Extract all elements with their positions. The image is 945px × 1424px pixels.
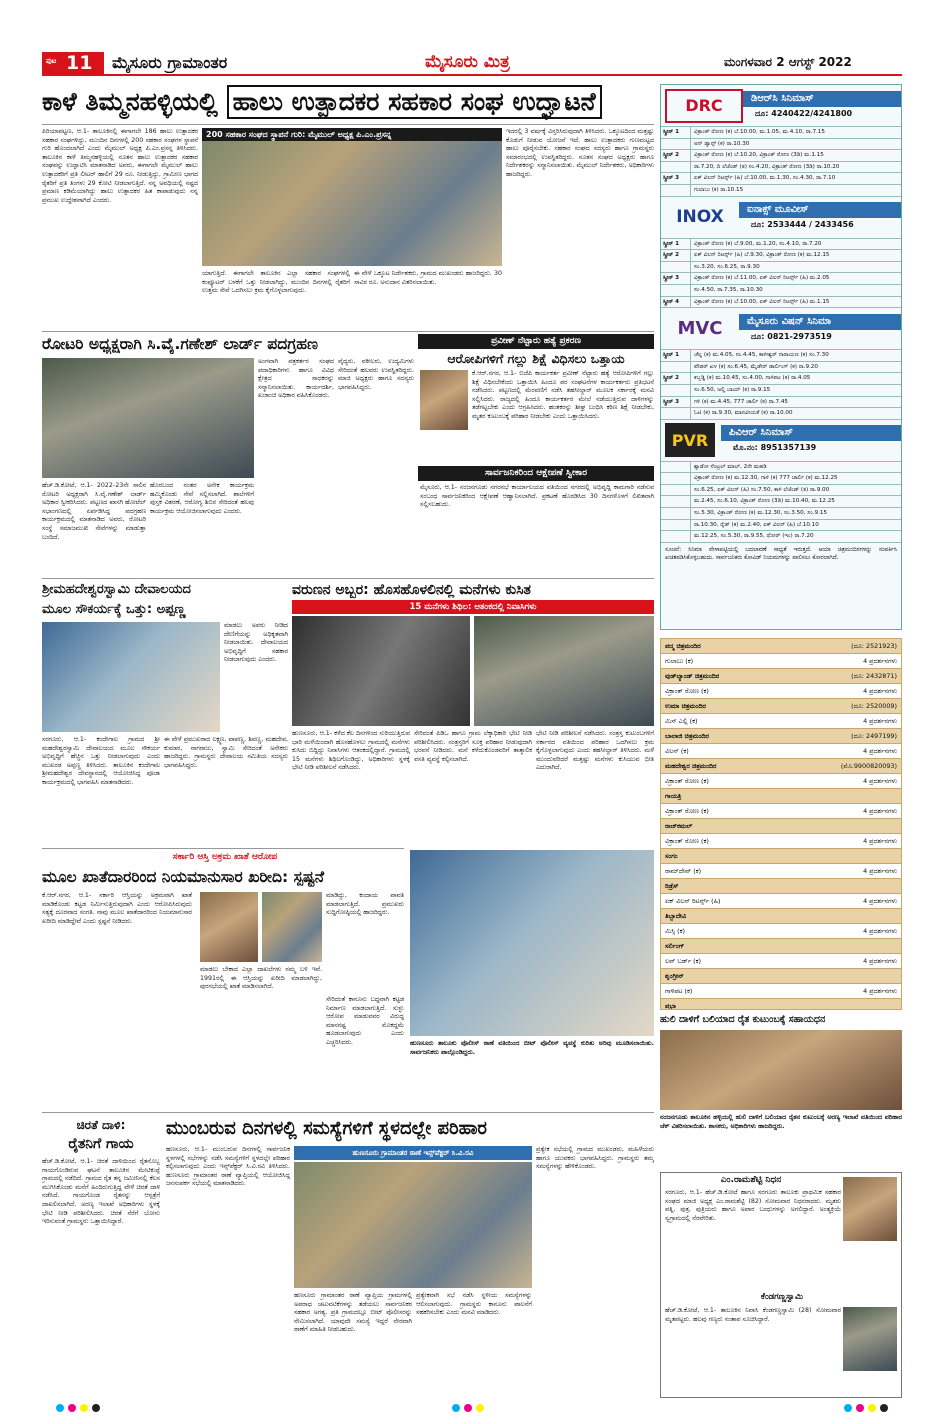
obit-portrait [843,1177,897,1241]
notice-kicker: ಸಾರ್ವಜನಿಕರಿಂದ ಆಕ್ಷೇಪಣೆ ಸ್ವೀಕಾರ [418,466,654,481]
land-photo-1 [200,892,258,962]
theatre-name: ರಿಡ್ರೆಸ್ [665,882,679,890]
temple-side-text: ಮಾಡಲು ಅವರು ನೀಡಿದ ದೇಣಿಗೆಯನ್ನು ಅಧಿಕೃತವಾಗಿ ನೀಡಲಾಯಿತು. ದೇವಾಲಯದ ಅಭಿವೃದ್ಧಿಗೆ ಸಹಕಾರ ನೀಡಲಾಗುವುದು ಎಂದರು. [224,622,288,664]
masthead [42,50,902,76]
inox-schedule-row [661,239,901,251]
tiger-photo [660,1030,902,1110]
show-count: 4 ಪ್ರದರ್ಶನಗಳು [863,957,897,965]
registration-dot [80,1404,88,1412]
showtimes: ಚೆಲ್ಲ (ಕ) ಮ.4.05, ಸಂ.4.45, ಕಾಳೀಶ್ವರ್ ನಾರಾಯಣ (ಕ) ಸಂ.7.30 [694,352,829,359]
pvr-schedule-row [661,531,901,543]
theatre-movie-row [661,774,901,789]
showtimes: ವಿಕ್ರಾಂತ್ ರೋಣ (ಕ) ಮ.12.30, ಗಾಳಿ (ಕ) 777 ಚಾರ್ಲಿ (ಕ) ಮ.12.25 [694,475,838,482]
temple-col-1: ಸರಗೂರು, ಆ.1- ಕಂದೇಗಾಲ ಗ್ರಾಮದ ಶ್ರೀ ಮಹದೇಶ್ವರಸ್ವಾಮಿ ದೇವಾಲಯದ ಮೂಲ ಸೌಕರ್ಯ ಅಭಿವೃದ್ಧಿಗೆ ಹೆಚ್ಚಿನ ಒತ್ತು ನೀಡಲಾಗುವುದು ಎಂದು ಮುಖಂಡ ಅಪ್ಪಣ್ಣ ತಿಳಿಸಿದರು. ತಾಲೂಕಿನ ಕಂದೇಗಾಲ ಶ್ರೀಮಹದೇಶ್ವರ ದೇವಸ್ಥಾನದಲ್ಲಿ ಆಯೋಜಿಸಿದ್ದ ಪೂಜಾ ಕಾರ್ಯಕ್ರಮದಲ್ಲಿ ಭಾಗವಹಿಸಿ ಮಾತನಾಡಿದರು. [42,736,160,786]
inox-schedule-row [661,285,901,297]
show-count: 4 ಪ್ರದರ್ಶನಗಳು [863,807,897,815]
lead-headline-b: ಹಾಲು ಉತ್ಪಾದಕರ ಸಹಕಾರ ಸಂಘ ಉದ್ಘಾಟನೆ [227,85,602,119]
lead-photo-image [202,141,502,266]
theatre-name-row [661,849,901,864]
theatre-phone [831,849,901,863]
drc-phone: ದೂ: 4240422/4241800 [755,108,853,118]
issue-date: ಮಂಗಳವಾರ 2 ಆಗಸ್ಟ್ 2022 [724,55,852,69]
obit-portrait-2 [843,1307,897,1371]
pvr-schedule-row [661,508,901,520]
paper-name: ಮೈಸೂರು ಮಿತ್ರ [425,52,510,72]
mvc-schedule-row [661,397,901,409]
show-count: 4 ಪ್ರದರ್ಶನಗಳು [863,867,897,875]
registration-dot [868,1404,876,1412]
screen-label: ಸ್ಕ್ರೀನ್ 1 [661,127,691,138]
screen-label [661,508,691,519]
pvr-logo: PVR [665,423,715,457]
lead-headline-a: ಕಾಳೆ ತಿಮ್ಮನಹಳ್ಳಿಯಲ್ಲಿ [42,87,218,116]
land-headline: ಮೂಲ ಖಾತೆದಾರರಿಂದ ನಿಯಮಾನುಸಾರ ಖರೀದಿ: ಸ್ಪಷ್ಟನೆ [42,868,324,886]
pvr-schedule [661,462,901,543]
rotary-headline: ರೋಟರಿ ಅಧ್ಯಕ್ಷರಾಗಿ ಸಿ.ವೈ.ಗಣೇಶ್ ಲಾರ್ಡ್ ಪದಗ್ರಹಣ [42,335,318,353]
rain-col-1: ಹುಣಸೂರು, ಆ.1- ಕಳೆದ ಕೆಲ ದಿನಗಳಿಂದ ಸುರಿಯುತ್ತಿರುವ ಭಾರಿ ಮಳೆಯಿಂದಾಗಿ ಹೊಸಹೊಳಲು ಗ್ರಾಮದಲ್ಲಿ ಮನೆಗಳು ಕುಸಿದು ಬಿದ್ದಿದ್ದು ನಿವಾಸಿಗಳು ಆತಂಕದಲ್ಲಿದ್ದಾರೆ. ಗ್ರಾಮದಲ್ಲಿ 15 ಮನೆಗಳು ಶಿಥಿಲಗೊಂಡಿದ್ದು, ಅಧಿಕಾರಿಗಳು ಸ್ಥಳಕ್ಕೆ ಭೇಟಿ ನೀಡಿ ಪರಿಶೀಲನೆ ನಡೆಸಿದರು. [292,730,410,772]
rain-col-2: ಸೇರಿದಂತೆ ಪಿಡಿಒ ಹಾಗೂ ಗ್ರಾಮ ಲೆಕ್ಕಾಧಿಕಾರಿ ಭೇಟಿ ನೀಡಿ ಪರಿಶೀಲಿಸಿದರು. ಸಂತ್ರಸ್ತರಿಗೆ ಸೂಕ್ತ ಪರಿಹಾರ ನೀಡುವುದಾಗಿ ಭರವಸೆ ನೀಡಿದರು. ಮನೆ ಕಳೆದುಕೊಂಡವರಿಗೆ ತಾತ್ಕಾಲಿಕ ವಸತಿ ವ್ಯವಸ್ಥೆ ಕಲ್ಪಿಸಲಾಗಿದೆ. [414,730,532,763]
rain-photo-1 [292,616,470,726]
theatre-name: ಸಂಗಂ [665,852,678,860]
showtimes: ಸಂ.6.25, ಏಕ್ ವಿಲನ್ (ಹಿ) ಸಂ.7.50, ಕಾಳಿ ಲೆಜೆಂಡ್ (ತ) ರಾ.9.00 [694,486,830,493]
pvr-schedule-row [661,462,901,474]
theatre-movie-row [661,684,901,699]
theatre-movie-row [661,804,901,819]
movie-title: ಏಕ್ ವಿಲನ್ ರಿಟರ್ನ್ಸ್ (ಹಿ) [665,897,721,905]
temple-col-2: ಈ ವೇಳೆ ಪ್ರಮುಖರಾದ ಲಕ್ಷ್ಮಣ, ಪಾಪಣ್ಣ, ಶಿವಣ್ಣ, ಮಹದೇವ, ಕುಮಾರ, ನಾಗರಾಜು, ಸ್ವಾಮಿ ಸೇರಿದಂತೆ ಅನೇಕರು ಹಾಜರಿದ್ದರು. ಗ್ರಾಮಸ್ಥರು ದೇವಾಲಯ ಸಮಿತಿಯ ಸದಸ್ಯರು ಭಾಗವಹಿಸಿದ್ದರು. [164,736,288,769]
screen-label [661,185,691,196]
showtimes: ವಿಕ್ರಾಂತ್ ರೋಣ (ಕ) ಬೆ.10.20, ವಿಕ್ರಾಂತ್ ರೋಣ (3ಡಿ) ಮ.1.15 [694,152,824,159]
problems-col-4: ಪ್ರತ್ಯೇಕ ಸಭೆಯಲ್ಲಿ ಗ್ರಾಮದ ಮುಖಂಡರು, ಮಹಿಳೆಯರು ಹಾಗೂ ಯುವಕರು ಭಾಗವಹಿಸಿದ್ದರು. ಗ್ರಾಮಸ್ಥರು ತಮ್ಮ ಸಮಸ್ಯೆಗಳನ್ನು ಹೇಳಿಕೊಂಡರು. [536,1146,654,1171]
showtimes: ವಿಕ್ರಾಂತ್ ರೋಣ (ಕ) ಬೆ.10.00, ಮ.1.05, ಮ.4.10, ರಾ.7.15 [694,129,825,135]
screen-label: ಸ್ಕ್ರೀನ್ 1 [661,239,691,250]
theatre-name-row [661,729,901,744]
problems-headline: ಮುಂಬರುವ ದಿನಗಳಲ್ಲಿ ಸಮಸ್ಯೆಗಳಿಗೆ ಸ್ಥಳದಲ್ಲೇ ಪರಿಹಾರ [166,1118,487,1139]
pvr-schedule-row [661,496,901,508]
cow-text: ಹೆಚ್.ಡಿ.ಕೋಟೆ, ಆ.1- ಚಿರತೆ ದಾಳಿಯಿಂದ ರೈತನೊಬ್ಬ ಗಾಯಗೊಂಡಿರುವ ಘಟನೆ ತಾಲೂಕಿನ ಮೇಟಿಕುಪ್ಪೆ ಗ್ರಾಮದಲ್ಲಿ ನಡೆದಿದೆ. ಗ್ರಾಮದ ರೈತ ತನ್ನ ಜಮೀನಿನಲ್ಲಿ ಕೆಲಸ ಮುಗಿಸಿಕೊಂಡು ಮನೆಗೆ ಹಿಂದಿರುಗುತ್ತಿದ್ದ ವೇಳೆ ಚಿರತೆ ದಾಳಿ ನಡೆಸಿದೆ. ಗಾಯಗೊಂಡ ರೈತನನ್ನು ಆಸ್ಪತ್ರೆಗೆ ದಾಖಲಿಸಲಾಗಿದೆ. ಅರಣ್ಯ ಇಲಾಖೆ ಅಧಿಕಾರಿಗಳು ಸ್ಥಳಕ್ಕೆ ಭೇಟಿ ನೀಡಿ ಪರಿಶೀಲಿಸಿದರು. ಚಿರತೆ ಸೆರೆಗೆ ಬೋನು ಇರಿಸುವಂತೆ ಗ್ರಾಮಸ್ಥರು ಒತ್ತಾಯಿಸಿದ್ದಾರೆ. [42,1158,160,1226]
showtimes: ಓಟಿ (ಕ) ರಾ.9.30, ಮಾನವೀಯತೆ (ಕ) ರಾ.10.00 [694,410,793,417]
screen-label [661,362,691,373]
show-count: 4 ಪ್ರದರ್ಶನಗಳು [863,687,897,695]
mvc-schedule-row [661,362,901,374]
show-count: 4 ಪ್ರದರ್ಶನಗಳು [863,987,897,995]
theatre-name: ರಾಜ್‌ಕಮಲ್ [665,822,693,830]
showtimes: ಗಳಿ (ಕ) ಮ.4.45, 777 ಚಾರ್ಲಿ (ಕ) ರಾ.7.45 [694,398,788,405]
pvr-header [661,420,901,462]
showtimes: ಏಕ್ ವಿಲನ್ ರಿಟರ್ನ್ಸ್ (ಹಿ) ಬೆ.9.30, ವಿಕ್ರಾಂತ್ ರೋಣ (ಕ) ಮ.12.15 [694,252,830,259]
theatre-name-row [661,909,901,924]
theatre-phone [831,879,901,893]
obit-name: ಎಂ.ರಾಮಶೆಟ್ಟಿ ನಿಧನ [720,1175,782,1185]
theatre-name: ವುಡ್‌ಲ್ಯಾಂಡ್ ಚಿತ್ರಮಂದಿರ [665,672,720,680]
obituary [660,1172,902,1398]
rain-subhead: 15 ಮನೆಗಳು ಶಿಥಿಲ: ಆತಂಕದಲ್ಲಿ ನಿವಾಸಿಗಳು [292,600,654,614]
pvr-name: ಪಿವಿಆರ್ ಸಿನಿಮಾಸ್ [721,425,901,441]
theatre-movie-row [661,924,901,939]
theatre-name-row [661,639,901,654]
movie-title: ರಾಮ್‌ದೇವ್ (ಕ) [665,867,702,875]
theatre-name: ಶೃಂಗ್ರೀನ್ [665,972,684,980]
tiger-headline: ಹುಲಿ ದಾಳಿಗೆ ಬಲಿಯಾದ ರೈತ ಕುಟುಂಬಕ್ಕೆ ಸಹಾಯಧನ [660,1014,826,1025]
mvc-schedule-row [661,350,901,362]
movie-title: ಮಿಸ್ಸಿ (ಕ) [665,927,686,935]
theatre-phone: (ದೂ: 2497199) [851,732,897,740]
theatre-name-row [661,969,901,984]
theatre-phone [831,999,901,1010]
obit-name-2: ಕೆಂಡಗಣ್ಣಸ್ವಾಮಿ [760,1292,804,1302]
screen-label [661,520,691,531]
registration-dot [56,1404,64,1412]
obit-text: ಸರಗೂರು, ಆ.1- ಹೆಚ್.ಡಿ.ಕೋಟೆ ಹಾಗೂ ಸರಗೂರು ತಾಲೂಕು ಪ್ರಾಥಮಿಕ ಸಹಕಾರ ಸಂಘದ ಮಾಜಿ ಅಧ್ಯಕ್ಷ ಎಂ.ರಾಮಶೆಟ್ಟಿ (82) ಸೋಮವಾರ ನಿಧನರಾದರು. ಮೃತರು ಪತ್ನಿ, ಪುತ್ರ, ಪುತ್ರಿಯರು ಹಾಗೂ ಅಪಾರ ಬಂಧುಗಳನ್ನು ಅಗಲಿದ್ದಾರೆ. ಅಂತ್ಯಕ್ರಿಯೆ ಸ್ವಗ್ರಾಮದಲ್ಲಿ ನೆರವೇರಿತು. [665,1189,841,1222]
theatre-name-row [661,789,901,804]
inox-schedule-row [661,250,901,262]
movie-title: ವಿಲನ್ (ಕ) [665,747,689,755]
screen-label: ಸ್ಕ್ರೀನ್ 4 [661,297,691,308]
showtimes: ಕಬ್ಬಡ್ಡಿ (ಕ) ಮ.10.45, ಸಂ.4.00, ಗಾಳಿಪಟ (ಕ) ರಾ.4.05 [694,375,811,382]
drc-schedule-row [661,162,901,174]
theatre-name: ತಿಬ್ಬಾದೇವಿ [665,912,687,920]
mvc-phone: ದೂ: 0821-2973519 [751,331,832,341]
inox-header [661,197,901,239]
theatre-name: ಮಹದೇಶ್ವರ ಚಿತ್ರಮಂದಿರ [665,762,717,770]
theatre-movie-row [661,864,901,879]
movie-title: ವಿಕ್ರಾಂತ್ ರೋಣ (ಕ) [665,777,709,785]
screen-label [661,139,691,150]
land-photo-2 [262,892,322,962]
show-count: 4 ಪ್ರದರ್ಶನಗಳು [863,717,897,725]
theatre-name: ಉಮಾ ಚಿತ್ರಮಂದಿರ [665,702,706,710]
mvc-schedule-row [661,373,901,385]
lead-col-3: ಈ ವೇಳೆ ಒಕ್ಕೂಟ ನಿರ್ದೇಶಕರು, ಗ್ರಾಮದ ಮುಖಂಡರು ಹಾಜರಿದ್ದರು. 30 ಸಾವಿರ ರೂ. ಅನುದಾನ ವಿತರಿಸಲಾಯಿತು. [354,270,502,286]
screen-label [661,462,691,473]
theatre-phone: (ದೂ: 2520009) [851,702,897,710]
theatre-movie-row [661,984,901,999]
theatre-movie-row [661,714,901,729]
registration-dot [68,1404,76,1412]
registration-dot [92,1404,100,1412]
movie-title: ವಿಕ್ರಾಂತ್ ರೋಣ (ಕ) [665,807,709,815]
inox-schedule-row [661,262,901,274]
inox-logo: INOX [676,207,724,228]
screen-label [661,496,691,507]
theatre-movie-row [661,834,901,849]
theatre-movie-row [661,894,901,909]
movie-title: ಗಾಳಿಪಟ (ಕ) [665,987,693,995]
police-caption: ಹುಣಸೂರು ತಾಲೂಕು ಪೊಲೀಸ್ ಠಾಣೆ ವತಿಯಿಂದ ಬೀಟ್ ಪೊಲೀಸ್ ವ್ಯವಸ್ಥೆ ಕುರಿತು ಅರಿವು ಮೂಡಿಸಲಾಯಿತು. ಸಾರ್ವಜನಿಕರು ಪಾಲ್ಗೊಂಡಿದ್ದರು. [410,1040,654,1056]
theatre-name-row [661,879,901,894]
pvr-phone: ಮೊ.ನಂ: 8951357139 [733,443,817,453]
rain-headline [292,580,654,600]
showtimes: ಸಂ.3.20, ಸಂ.6.25, ರಾ.9.30 [694,263,760,270]
screen-label: ಸ್ಕ್ರೀನ್ 1 [661,350,691,361]
land-kicker: ಸರ್ಕಾರಿ ಆಸ್ತಿ ಅಕ್ರಮ ಖಾತೆ ಆರೋಪ [172,852,278,862]
show-count: 4 ಪ್ರದರ್ಶನಗಳು [863,927,897,935]
theatre-name-row [661,759,901,774]
drc-name: ಡಿಆರ್‌ಸಿ ಸಿನಿಮಾಸ್ [743,91,901,107]
page-number: 11 [66,52,93,74]
theatre-phone [831,969,901,983]
rain-photo-2 [474,616,654,726]
rain-headline-b: ಹೊಸಹೊಳಲಿನಲ್ಲಿ ಮನೆಗಳು ಕುಸಿತ [373,582,531,598]
screen-label [661,162,691,173]
rain-headline-a: ವರುಣನ ಅಬ್ಬರ: [292,582,369,598]
pravin-portrait [420,370,468,430]
drc-schedule-row [661,139,901,151]
theatre-name: ಸರ್ಲಿಂಗ್ [665,942,685,950]
lead-col-2: ಯಾಗುತ್ತಿದೆ. ಈಗಾಗಲೇ ತಾಲೂಕಿನ ಎಲ್ಲಾ ಸಹಕಾರ ಸಂಘಗಳಲ್ಲಿ ಕಂಪ್ಯೂಟರ್ ಬಳಕೆಗೆ ಒತ್ತು ನೀಡಲಾಗಿದ್ದು, ಮುಂದಿನ ದಿನಗಳಲ್ಲಿ ರೈತರಿಗೆ ಉತ್ತಮ ಸೇವೆ ಒದಗಿಸಲು ಕ್ರಮ ಕೈಗೊಳ್ಳಲಾಗುವುದು. [202,270,350,295]
pvr-schedule-row [661,520,901,532]
drc-header [661,85,901,127]
tiger-caption: ನಂಜನಗೂಡು ತಾಲೂಕಿನ ಹಳ್ಳಿಯಲ್ಲಿ ಹುಲಿ ದಾಳಿಗೆ ಬಲಿಯಾದ ರೈತನ ಕುಟುಂಬಕ್ಕೆ ಅರಣ್ಯ ಇಲಾಖೆ ವತಿಯಿಂದ ಪರಿಹಾರ ಚೆಕ್ ವಿತರಿಸಲಾಯಿತು. ಶಾಸಕರು, ಅಧಿಕಾರಿಗಳು ಹಾಜರಿದ್ದರು. [660,1114,902,1130]
theatre-movie-row [661,954,901,969]
showtimes: ಮ.12.25, ಸಂ.5.30, ರಾ.9.55, ಥೋರ್ (ಇಂ) ರಾ.7.20 [694,533,814,540]
lead-headline [42,84,654,124]
police-photo [410,850,654,1036]
showtimes: ಶ್ಯಾಡೋ ಸೆಂಟ್ರಲ್ ಮಾಲ್, 2ನೇ ಮಹಡಿ [694,463,767,470]
show-count: 4 ಪ್ರದರ್ಶನಗಳು [863,897,897,905]
rain-col-3: ಭೇಟಿ ನೀಡಿ ಪರಿಶೀಲನೆ ನಡೆಸಿದರು. ಸಂತ್ರಸ್ತ ಕುಟುಂಬಗಳಿಗೆ ಸರ್ಕಾರದ ವತಿಯಿಂದ ಪರಿಹಾರ ಒದಗಿಸಲು ಕ್ರಮ ಕೈಗೊಳ್ಳಲಾಗುವುದು ಎಂದು ತಹಸೀಲ್ದಾರ್ ತಿಳಿಸಿದರು. ಮಳೆ ಮುಂದುವರಿದರೆ ಮತ್ತಷ್ಟು ಮನೆಗಳು ಕುಸಿಯುವ ಭೀತಿ ಎದುರಾಗಿದೆ. [536,730,654,772]
registration-dot [452,1404,460,1412]
showtimes: ವಿಕ್ರಾಂತ್ ರೋಣ (ಕ) ಬೆ.11.00, ಏಕ್ ವಿಲನ್ ರಿಟರ್ನ್ಸ್ (ಹಿ) ಮ.2.05 [694,275,830,282]
temple-headline-2: ಮೂಲ ಸೌಕರ್ಯಕ್ಕೆ ಒತ್ತು: ಅಪ್ಪಣ್ಣ [42,602,186,617]
cow-headline-2: ರೈತನಿಗೆ ಗಾಯ [68,1136,134,1152]
problems-col-2: ಹಣಸೂರು ಗ್ರಾಮಾಂತರ ಠಾಣೆ ವ್ಯಾಪ್ತಿಯ ಗ್ರಾಮಗಳಲ್ಲಿ ಅಪರಾಧ ಚಟುವಟಿಕೆಗಳನ್ನು ತಡೆಯಲು ಸಾರ್ವಜನಿಕರ ಸಹಕಾರ ಅಗತ್ಯ. ಪ್ರತಿ ಗ್ರಾಮದಲ್ಲೂ ಬೀಟ್ ಪೊಲೀಸರನ್ನು ನೇಮಿಸಲಾಗಿದೆ. ಯಾವುದೇ ಸಮಸ್ಯೆ ಇದ್ದರೆ ನೇರವಾಗಿ ಠಾಣೆಗೆ ಮಾಹಿತಿ ನೀಡಬಹುದು. [294,1292,412,1334]
drc-schedule-row [661,185,901,197]
theatre-name-row [661,819,901,834]
temple-headline-1: ಶ್ರೀಮಹದೇಶ್ವರಸ್ವಾಮಿ ದೇವಾಲಯದ [42,582,191,597]
showtimes: ಸಂ.5.30, ವಿಕ್ರಾಂತ್ ರೋಣ (ಕ) ಮ.12.30, ಸಂ.3.50, ಸಂ.9.15 [694,510,827,517]
screen-label [661,285,691,296]
pvr-schedule-row [661,485,901,497]
theatre-phone: (ದೂ: 2432871) [851,672,897,680]
showtimes: ವಿಕ್ರಾಂತ್ ರೋಣ (ಕ) ಬೆ.9.00, ಮ.1.20, ಸಂ.4.10, ರಾ.7.20 [694,240,822,247]
showtimes: ಏಕ್ ವಿಲನ್ ರಿಟರ್ನ್ಸ್ (ಹಿ) ಬೆ.10.00, ಮ.1.30, ಸಂ.4.30, ರಾ.7.10 [694,175,836,182]
theatre-name: ಪದ್ಮ ಚಿತ್ರಮಂದಿರ [665,642,701,650]
pravin-kicker: ಪ್ರವೀಣ್ ನೆಟ್ಟಾರು ಹತ್ಯೆ ಪ್ರಕರಣ [418,334,654,349]
rotary-photo [42,358,254,478]
theatre-movie-row [661,744,901,759]
show-count: 4 ಪ್ರದರ್ಶನಗಳು [863,837,897,845]
inox-name: ಐನಾಕ್ಸ್ ಮೂವೀಸ್ [739,202,901,218]
movie-title: ಮಿಸ್ ಎಲ್ಲಿ (ಕ) [665,717,698,725]
showtimes: ಮ.2.45, ಸಂ.6.10, ವಿಕ್ರಾಂತ್ ರೋಣ (3ಡಿ) ಮ.10.40, ಮ.12.25 [694,498,835,505]
registration-dot [476,1404,484,1412]
theatre-phone [831,939,901,953]
show-count: 4 ಪ್ರದರ್ಶನಗಳು [863,747,897,755]
lead-photo [202,128,502,266]
pvr-schedule-row [661,473,901,485]
mvc-schedule-row [661,408,901,420]
land-col-1: ಕೆ.ಆರ್.ನಗರ, ಆ.1- ಸರ್ಕಾರಿ ಆಸ್ತಿಯನ್ನು ಅಕ್ರಮವಾಗಿ ಖಾತೆ ಮಾಡಿಕೊಂಡು ಕಟ್ಟಡ ನಿರ್ಮಿಸುತ್ತಿರುವುದಾಗಿ ಎಂದು ಆರೋಪಿಸಿರುವುದು ಸತ್ಯಕ್ಕೆ ದೂರವಾದ ಸಂಗತಿ. ನಾವು ಮೂಲ ಖಾತೆದಾರರಿಂದ ನಿಯಮಾನುಸಾರ ಖರೀದಿ ಮಾಡಿದ್ದೇವೆ ಎಂದು ಸ್ಪಷ್ಟನೆ ನೀಡಿದರು. [42,892,192,925]
cinema-listings [660,84,902,630]
theatre-name-row [661,999,901,1010]
showtimes: ಪೌಡರ್ ಖಳ (ಕ) ಸಂ.6.45, ಮೈಡೇರ್ ಡಾರ್ಲಿಂಗ್ (ಕ) ರಾ.9.20 [694,363,818,370]
movie-title: ಗುಲಾಬು (ಕ) [665,657,694,665]
rotary-col-1: ಹೆಚ್.ಡಿ.ಕೋಟೆ, ಆ.1- 2022-23ನೇ ಸಾಲಿನ ರೋಟರಿ ಅಧ್ಯಕ್ಷರಾಗಿ ಸಿ.ವೈ.ಗಣೇಶ್ ಲಾರ್ಡ್ ಅಧಿಕಾರ ಸ್ವೀಕರಿಸಿದರು. ಪಟ್ಟಣದ ಖಾಸಗಿ ಹೋಟೆಲ್ ಸಭಾಂಗಣದಲ್ಲಿ ಏರ್ಪಡಿಸಿದ್ದ ಪದಗ್ರಹಣ ಕಾರ್ಯಕ್ರಮದಲ್ಲಿ ಮಾತನಾಡಿದ ಅವರು, ರೋಟರಿ ಸಂಸ್ಥೆ ಸಮಾಜಮುಖಿ ಸೇವೆಗಳನ್ನು ಮಾಡುತ್ತಾ ಬಂದಿದೆ. [42,482,146,541]
notice-text: ಮೈಸೂರು, ಆ.1- ನಂಜನಗೂಡು ನಗರಸಭೆ ಕಾರ್ಯಾಲಯದ ವತಿಯಿಂದ ನಗರದಲ್ಲಿ ಅಭಿವೃದ್ಧಿ ಕಾಮಗಾರಿ ನಡೆಸುವ ಸಂಬಂಧ ಸಾರ್ವಜನಿಕರಿಂದ ಆಕ್ಷೇಪಣೆ ಆಹ್ವಾನಿಸಲಾಗಿದೆ. ಪ್ರಕಟಣೆ ಹೊರಡಿಸಿದ 30 ದಿನಗಳೊಳಗೆ ಲಿಖಿತವಾಗಿ ಸಲ್ಲಿಸಬಹುದು. [420,484,654,509]
pravin-headline: ಆರೋಪಿಗಳಿಗೆ ಗಲ್ಲು ಶಿಕ್ಷೆ ವಿಧಿಸಲು ಒತ್ತಾಯ [447,351,625,366]
drc-schedule-row [661,150,901,162]
problems-col-1: ಹಣಸೂರು, ಆ.1- ಮುಂಬರುವ ದಿನಗಳಲ್ಲಿ ಸಾರ್ವಜನಿಕ ಸ್ಥಳಗಳಲ್ಲಿ ಸಭೆಗಳನ್ನು ನಡೆಸಿ ಸಮಸ್ಯೆಗಳಿಗೆ ಸ್ಥಳದಲ್ಲೇ ಪರಿಹಾರ ಕಲ್ಪಿಸಲಾಗುವುದು ಎಂದು ಇನ್ಸ್‌ಪೆಕ್ಟರ್ ಸಿ.ವಿ.ರವಿ ತಿಳಿಸಿದರು. ಹುಣಸೂರು ಗ್ರಾಮಾಂತರ ಠಾಣೆ ವ್ಯಾಪ್ತಿಯಲ್ಲಿ ಆಯೋಜಿಸಿದ್ದ ಜನಸಂಪರ್ಕ ಸಭೆಯಲ್ಲಿ ಮಾತನಾಡಿದರು. [166,1146,290,1188]
showtimes: ರಾ.10.30, ರೈಡ್ (ಕ) ಮ.2.40, ಏಕ್ ವಿಲನ್ (ಹಿ) ಬೆ.10.10 [694,521,819,528]
drc-schedule-row [661,173,901,185]
theatre-movie-row [661,654,901,669]
screen-label: ಸ್ಕ್ರೀನ್ 2 [661,373,691,384]
theatre-phone [831,819,901,833]
land-col-3: ಮಾಡಿದ್ದು, ಕಂದಾಯ ಪಾವತಿ ಮಾಡಲಾಗುತ್ತಿದೆ. ಪ್ರಮುಖರು ಸುದ್ದಿಗೋಷ್ಠಿಯಲ್ಲಿ ಹಾಜರಿದ್ದರು. [326,892,404,917]
pravin-text: ಕೆ.ಆರ್.ನಗರ, ಆ.1- ಬಿಜೆಪಿ ಕಾರ್ಯಕರ್ತ ಪ್ರವೀಣ್ ನೆಟ್ಟಾರು ಹತ್ಯೆ ಆರೋಪಿಗಳಿಗೆ ಗಲ್ಲು ಶಿಕ್ಷೆ ವಿಧಿಸಬೇಕೆಂದು ಒತ್ತಾಯಿಸಿ ಹಿಂದೂ ಪರ ಸಂಘಟನೆಗಳ ಕಾರ್ಯಕರ್ತರು ಪ್ರತಿಭಟನೆ ನಡೆಸಿದರು. ಪಟ್ಟಣದಲ್ಲಿ ಮೆರವಣಿಗೆ ನಡೆಸಿ ತಹಸೀಲ್ದಾರ್ ಮೂಲಕ ಸರ್ಕಾರಕ್ಕೆ ಮನವಿ ಸಲ್ಲಿಸಿದರು. ರಾಜ್ಯದಲ್ಲಿ ಹಿಂದೂ ಕಾರ್ಯಕರ್ತರ ಮೇಲೆ ನಡೆಯುತ್ತಿರುವ ದಾಳಿಗಳನ್ನು ತಡೆಗಟ್ಟಬೇಕು ಎಂದು ಆಗ್ರಹಿಸಿದರು. ಹಂತಕರನ್ನು ಶೀಘ್ರ ಬಂಧಿಸಿ ಕಠಿಣ ಶಿಕ್ಷೆ ನೀಡಬೇಕು, ಮೃತರ ಕುಟುಂಬಕ್ಕೆ ಪರಿಹಾರ ನೀಡಬೇಕು ಎಂದು ಒತ್ತಾಯಿಸಿದರು. [472,370,654,420]
show-count: 4 ಪ್ರದರ್ಶನಗಳು [863,657,897,665]
theatre-name: ಗಾಯತ್ರಿ [665,792,682,800]
showtimes: ವಿಕ್ರಾಂತ್ ರೋಣ (ಕ) ಬೆ.10.00, ಏಕ್ ವಿಲನ್ ರಿಟರ್ನ್ಸ್ (ಹಿ) ಮ.1.15 [694,298,830,305]
lead-col-4: ಇದರಲ್ಲಿ 3 ವರ್ಷಕ್ಕೆ ವಿಸ್ತರಿಸಿರುವುದಾಗಿ ತಿಳಿಸಿದರು. ಒಕ್ಕೂಟದಿಂದ ಮತ್ತಷ್ಟು ಕೊಡುಗೆ ನೀಡುವ ಯೋಜನೆ ಇದೆ. ಹಾಲು ಉತ್ಪಾದಕರು ಗುಣಮಟ್ಟದ ಹಾಲು ಪೂರೈಸಬೇಕು. ಸಹಕಾರ ಸಂಘದ ಸದಸ್ಯರು ಹಾಗೂ ಗ್ರಾಮಸ್ಥರು ಸಮಾರಂಭದಲ್ಲಿ ಉಪಸ್ಥಿತರಿದ್ದರು. ನೂತನ ಸಂಘದ ಅಧ್ಯಕ್ಷರು ಹಾಗೂ ನಿರ್ದೇಶಕರನ್ನು ಸನ್ಮಾನಿಸಲಾಯಿತು. ಮೈಮುಲ್ ನಿರ್ದೇಶಕರು, ಅಧಿಕಾರಿಗಳು ಹಾಜರಿದ್ದರು. [506,128,654,178]
inox-schedule [661,239,901,309]
theatre-name: ಬಾಲಾಜಿ ಚಿತ್ರಮಂದಿರ [665,732,709,740]
page-label: ಪುಟ [46,57,57,65]
cinema-note: ಸೂಚನೆ: ಸಿನಿಮಾ ವೇಳಾಪಟ್ಟಿಯಲ್ಲಿ ಬದಲಾವಣೆ ಸಾಧ್ಯತೆ ಇರುತ್ತದೆ. ಆಯಾ ಚಿತ್ರಮಂದಿರಗಳನ್ನು ಸಂಪರ್ಕಿಸಿ ಖಚಿತಪಡಿಸಿಕೊಳ್ಳಬಹುದು. ಸಾರ್ವಜನಿಕರು ಕೋವಿಡ್ ನಿಯಮಗಳನ್ನು ಪಾಲಿಸಲು ಕೋರಲಾಗಿದೆ. [665,546,897,561]
screen-label [661,485,691,496]
theatre-phone [831,909,901,923]
mvc-name: ಮೈಸೂರು ವಿಷನ್ ಸಿನಿಮಾ [739,314,901,330]
theatre-name-row [661,669,901,684]
screen-label [661,408,691,419]
showtimes: ಸಂ.4.50, ರಾ.7.35, ರಾ.10.30 [694,286,763,293]
showtimes: ಸಂ.6.50, ಜಲ್ಲಿ ಬಾಯ್ (ಕ) ರಾ.9.15 [694,386,771,393]
land-col-2: ಮಾಡಲು ಬೇಕಾದ ಎಲ್ಲಾ ದಾಖಲೆಗಳು ನಮ್ಮ ಬಳಿ ಇವೆ. 1991ರಲ್ಲಿ ಈ ಆಸ್ತಿಯನ್ನು ಖರೀದಿ ಮಾಡಲಾಗಿದ್ದು, ಪುರಸಭೆಯಲ್ಲಿ ಖಾತೆ ಮಾಡಿಸಲಾಗಿದೆ. [200,966,322,991]
theatre-name: ಪ್ರಭಾ [665,1002,676,1010]
screen-label [661,262,691,273]
screen-label: ಸ್ಕ್ರೀನ್ 2 [661,250,691,261]
screen-label [661,385,691,396]
rotary-col-4: ವೈದ್ಯರು, ವಕೀಲರು, ಉದ್ಯಮಿಗಳು ಸೇರಿದಂತೆ ಹಲವರು ಉಪಸ್ಥಿತರಿದ್ದರು. ಮಾಜಿ ಅಧ್ಯಕ್ಷರು ಹಾಗೂ ಸದಸ್ಯರು ಭಾಗವಹಿಸಿದ್ದರು. [338,358,414,391]
theatre-name-row [661,939,901,954]
lead-photo-caption: 200 ಸಹಕಾರ ಸಂಘದ ಸ್ಥಾಪನೆ ಗುರಿ: ಮೈಮುಲ್ ಅಧ್ಯಕ್ಷ ಪಿ.ಎಂ.ಪ್ರಸನ್ನ [202,128,502,141]
theatre-phone: (ದೂ: 2521923) [851,642,897,650]
registration-dot [844,1404,852,1412]
theatre-name-row [661,699,901,714]
movie-title: ವಿಕ್ರಾಂತ್ ರೋಣ (ಕ) [665,837,709,845]
rotary-col-2: ಹೊರಬಂದ ನಂತರ ಅನೇಕ ಕಾರ್ಯಕ್ರಮ ಹಮ್ಮಿಕೊಂಡು ಸೇವೆ ಸಲ್ಲಿಸಲಾಗಿದೆ. ಶಾಲೆಗಳಿಗೆ ಪುಸ್ತಕ ವಿತರಣೆ, ಆರೋಗ್ಯ ಶಿಬಿರ ಸೇರಿದಂತೆ ಹಲವು ಕಾರ್ಯಕ್ರಮ ಆಯೋಜಿಸಲಾಗುವುದು ಎಂದರು. [150,482,254,515]
show-count: 4 ಪ್ರದರ್ಶನಗಳು [863,777,897,785]
theatre-table [660,638,902,1010]
theatre-phone: (ಮೊ.9900820093) [840,762,897,770]
lead-col-1: ಪಿರಿಯಾಪಟ್ಟಣ, ಆ.1- ತಾಲೂಕಿನಲ್ಲಿ ಈಗಾಗಲೇ 186 ಹಾಲು ಉತ್ಪಾದಕರ ಸಹಕಾರ ಸಂಘಗಳಿದ್ದು, ಮುಂದಿನ ದಿನಗಳಲ್ಲಿ 200 ಸಹಕಾರ ಸಂಘಗಳ ಸ್ಥಾಪನೆ ಗುರಿ ಹೊಂದಲಾಗಿದೆ ಎಂದು ಮೈಮುಲ್ ಅಧ್ಯಕ್ಷ ಪಿ.ಎಂ.ಪ್ರಸನ್ನ ತಿಳಿಸಿದರು. ತಾಲೂಕಿನ ಕಾಳೆ ತಿಮ್ಮನಹಳ್ಳಿಯಲ್ಲಿ ನೂತನ ಹಾಲು ಉತ್ಪಾದಕರ ಸಹಕಾರ ಸಂಘವನ್ನು ಉದ್ಘಾಟಿಸಿ ಮಾತನಾಡಿದ ಅವರು, ಈಗಾಗಲೇ ಮೈಮುಲ್ ಹಾಲು ಉತ್ಪಾದಕರಿಗೆ ಪ್ರತಿ ಲೀಟರ್ ಹಾಲಿಗೆ 29 ರೂ. ನೀಡುತ್ತಿದ್ದು, ಗ್ರಾಮೀಣ ಭಾಗದ ರೈತರಿಗೆ ಪ್ರತಿ ತಿಂಗಳು 29 ಕೋಟಿ ನೀಡಲಾಗುತ್ತಿದೆ. ನನ್ನ ಅವಧಿಯಲ್ಲಿ ನಷ್ಟದ ಪ್ರಮಾಣ ಕಡಿಮೆಯಾಗಿದ್ದು ಹಾಲು ಉತ್ಪಾದಕರ ಹಿತ ಕಾಪಾಡುವುದು ನನ್ನ ಪ್ರಮುಖ ಉದ್ದೇಶವಾಗಿದೆ ಎಂದರು. [42,128,198,204]
screen-label: ಸ್ಕ್ರೀನ್ 2 [661,150,691,161]
showtimes: ಗುಲಾಬು (ಕ) ರಾ.10.15 [694,186,744,193]
drc-schedule-row [661,127,901,139]
movie-title: ಲವ್ ಬರ್ಡ್ (ಕ) [665,957,702,965]
temple-photo [42,622,220,732]
screen-label: ಸ್ಕ್ರೀನ್ 3 [661,397,691,408]
drc-schedule [661,127,901,197]
inox-schedule-row [661,273,901,285]
movie-title: ವಿಕ್ರಾಂತ್ ರೋಣ (ಕ) [665,687,709,695]
registration-dot [464,1404,472,1412]
rotary-col-3: ಅಂಗವಾಗಿ ಪತ್ರಕರ್ತರ ಸಂಘದ ಪದಾಧಿಕಾರಿಗಳು ಹಾಗೂ ವಿವಿಧ ಕ್ಷೇತ್ರದ ಸಾಧಕರನ್ನು ಸನ್ಮಾನಿಸಲಾಯಿತು. ಕಾರ್ಯದರ್ಶಿ, ಖಜಾಂಚಿ ಅಧಿಕಾರ ವಹಿಸಿಕೊಂಡರು. [258,358,334,400]
screen-label: ಸ್ಕ್ರೀನ್ 3 [661,273,691,284]
mvc-schedule-row [661,385,901,397]
problems-kicker: ಹುಣಸೂರು ಗ್ರಾಮಾಂತರ ಠಾಣೆ ಇನ್ಸ್‌ಪೆಕ್ಟರ್ ಸಿ.ವಿ.ರವಿ [294,1146,532,1160]
mvc-header [661,308,901,350]
showtimes: ರಾ.7.20, ದಿ ಲೆಜೆಂಡ್ (ತ) ಸಂ.4.20, ವಿಕ್ರಾಂತ್ ರೋಣ (3ಡಿ) ರಾ.10.20 [694,163,840,170]
screen-label [661,531,691,542]
cow-headline-1: ಚಿರತೆ ದಾಳಿ: [76,1118,126,1132]
obit-text-2: ಹೆಚ್.ಡಿ.ಕೋಟೆ, ಆ.1- ತಾಲೂಕಿನ ನಿವಾಸಿ ಕೆಂಡಗಣ್ಣಸ್ವಾಮಿ (28) ಸೋಮವಾರ ಮೃತಪಟ್ಟರು. ಹಲವು ಗಣ್ಯರು ಸಂತಾಪ ಸೂಚಿಸಿದ್ದಾರೆ. [665,1307,841,1323]
inox-schedule-row [661,297,901,309]
inox-phone: ದೂ: 2533444 / 2433456 [751,220,854,230]
theatre-phone [831,789,901,803]
section-name: ಮೈಸೂರು ಗ್ರಾಮಾಂತರ [112,53,228,72]
problems-col-3: ಪ್ರತ್ಯೇಕವಾಗಿ ಸಭೆ ನಡೆಸಿ ಸ್ಥಳೀಯ ಸಮಸ್ಯೆಗಳನ್ನು ಆಲಿಸಲಾಗುವುದು. ಗ್ರಾಮಸ್ಥರು ಕಾನೂನು ಪಾಲನೆಗೆ ಸಹಕರಿಸಬೇಕು ಎಂದು ಮನವಿ ಮಾಡಿದರು. [416,1292,532,1317]
land-col-4: ಸೇರಿದಂತೆ ಕಾನೂನು ಬದ್ಧವಾಗಿ ಕಟ್ಟಡ ನಿರ್ಮಾಣ ಮಾಡಲಾಗುತ್ತಿದೆ. ಸುಳ್ಳು ಆರೋಪ ಮಾಡುವವರ ವಿರುದ್ಧ ಮಾನನಷ್ಟ ಮೊಕದ್ದಮೆ ಹೂಡಲಾಗುವುದು ಎಂದು ಎಚ್ಚರಿಸಿದರು. [326,996,404,1046]
showtimes: ಅನ್ ಡ್ಯಾನ್ಸ್ (ಕ) ರಾ.10.30 [694,140,750,147]
mvc-logo: MVC [677,318,723,340]
screen-label [661,473,691,484]
drc-logo: DRC [665,89,743,123]
page-number-box [42,52,104,74]
problems-photo [294,1162,532,1288]
screen-label: ಸ್ಕ್ರೀನ್ 3 [661,173,691,184]
registration-dot [880,1404,888,1412]
mvc-schedule [661,350,901,420]
registration-dot [856,1404,864,1412]
